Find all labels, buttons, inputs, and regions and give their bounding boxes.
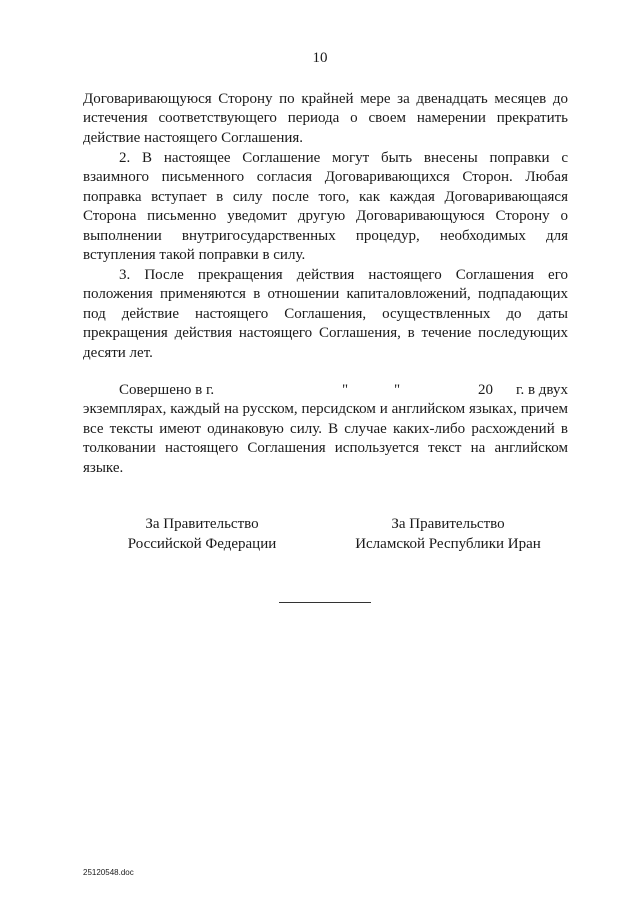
signature-party: Российской Федерации <box>127 536 277 552</box>
signature-party: Исламской Республики Иран <box>355 536 541 552</box>
signature-block-iran <box>328 514 568 554</box>
quote-close: " <box>394 382 401 398</box>
signature-label: За Правительство <box>145 516 259 532</box>
paragraph-termination: 3. После прекращения действия настоящего Соглашения его положения применяются в отношении капиталовложений, подпадающих под действие настоящего Соглашения, осуществленных до даты прекращения действия настоящего Соглашения, в течение последующих десяти лет. <box>83 267 568 361</box>
quote-open: " <box>342 382 349 398</box>
footer-filename: 25120548.doc <box>83 868 134 877</box>
page-number: 10 <box>312 50 328 66</box>
paragraph-continuation: Договаривающуюся Сторону по крайней мере за двенадцать месяцев до истечения соответствующего периода о своем намерении прекратить действие настоящего Соглашения. <box>83 91 568 146</box>
year-prefix: 20 <box>478 382 493 398</box>
paragraph-languages: экземплярах, каждый на русском, персидском и английском языках, причем все тексты имеют одинаковую силу. В случае каких-либо расхождений в толковании настоящего Соглашения используется текст на английском языке. <box>83 401 568 476</box>
done-at-start: Совершено в г. <box>119 382 215 398</box>
end-divider <box>279 602 371 603</box>
signature-block-russia <box>82 514 322 554</box>
signature-label: За Правительство <box>391 516 505 532</box>
paragraph-amendments: 2. В настоящее Соглашение могут быть внесены поправки с взаимного письменного согласия Договаривающихся Сторон. Любая поправка вступает в силу после того, как каждая Договаривающаяся Сторона письменно уведомит другую Договаривающуюся Сторону о выполнении внутригосударственных процедур, необходимых для вступления такой поправки в силу. <box>83 150 568 264</box>
done-at-tail: г. в двух <box>516 382 568 398</box>
